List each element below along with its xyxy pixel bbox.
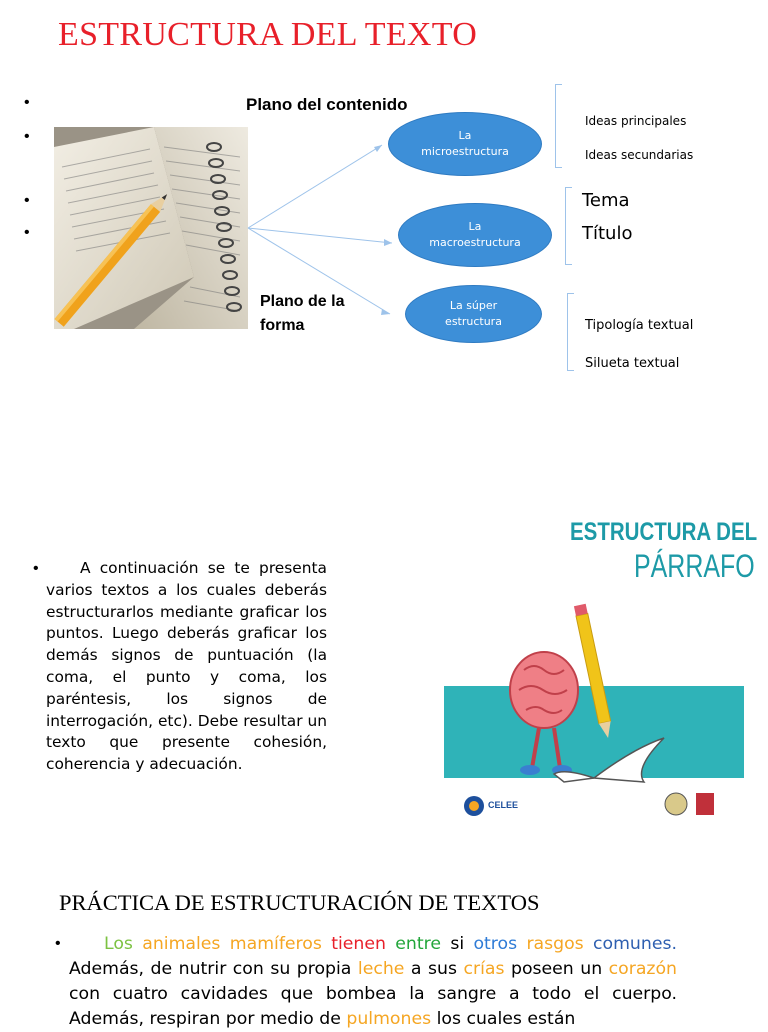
practice-word: comunes.	[593, 934, 677, 954]
practice-word: Además, de nutrir con su propia	[69, 959, 352, 979]
practice-text	[69, 932, 677, 1032]
practice-word: rasgos	[526, 934, 584, 954]
practice-heading: PRÁCTICA DE ESTRUCTURACIÓN DE TEXTOS	[59, 890, 540, 915]
practice-word: animales	[142, 934, 221, 954]
super-bracket	[567, 293, 574, 371]
practice-word: si	[450, 934, 465, 954]
bullet: •	[24, 192, 30, 209]
brain-illustration	[444, 578, 744, 788]
macro-bracket	[565, 187, 572, 265]
connector-lines	[0, 0, 768, 400]
super-item: Silueta textual	[585, 356, 680, 371]
plano-forma-label: Plano de la forma	[260, 293, 345, 334]
practice-word: corazón	[608, 959, 678, 979]
poster-title-line1: ESTRUCTURA DEL	[570, 518, 758, 546]
practice-word: crías	[463, 959, 505, 979]
poster-title-line2: PÁRRAFO	[634, 548, 755, 584]
macroestructura-oval: La macroestructura	[398, 203, 552, 267]
parrafo-poster	[444, 478, 758, 834]
bullet: •	[55, 935, 61, 952]
university-seals	[662, 788, 722, 824]
bullet: •	[24, 224, 30, 241]
practice-word: a sus	[410, 959, 457, 979]
microestructura-oval: La microestructura	[388, 112, 542, 176]
practice-word: Los	[104, 934, 133, 954]
super-item: Tipología textual	[585, 318, 694, 333]
superestructura-oval: La súper estructura	[405, 285, 542, 343]
practice-word: pulmones	[346, 1009, 432, 1029]
celee-logo-text: CELEE	[488, 800, 519, 810]
bullet: •	[33, 560, 39, 577]
macro-item: Título	[582, 223, 633, 244]
practice-word: leche	[357, 959, 405, 979]
bullet: •	[24, 128, 30, 145]
plano-contenido-label: Plano del contenido	[246, 95, 408, 114]
bullet: •	[24, 94, 30, 111]
practice-word: entre	[395, 934, 441, 954]
slide-title: ESTRUCTURA DEL TEXTO	[58, 16, 478, 53]
practice-word: mamíferos	[229, 934, 322, 954]
micro-item: Ideas secundarias	[585, 148, 694, 162]
practice-word: tienen	[331, 934, 386, 954]
micro-bracket	[555, 84, 562, 168]
practice-word: los cuales están	[436, 1009, 576, 1029]
practice-word: otros	[473, 934, 518, 954]
practice-word: poseen un	[510, 959, 603, 979]
practice-word: con cuatro cavidades que bombea la sangre a todo el cuerpo. Además, respiran por medio de	[69, 984, 677, 1029]
micro-item: Ideas principales	[585, 114, 687, 128]
macro-item: Tema	[582, 190, 630, 211]
instructions-paragraph: A continuación se te presenta varios textos a los cuales deberás estructurarlos mediante graficar los puntos. Luego deberás graficar los demás signos de puntuación (la coma, el punto y coma, los paréntesis, los signos de interrogación, etc). Debe resultar un texto que presente cohesión, coherencia y adecuación.	[46, 559, 327, 774]
